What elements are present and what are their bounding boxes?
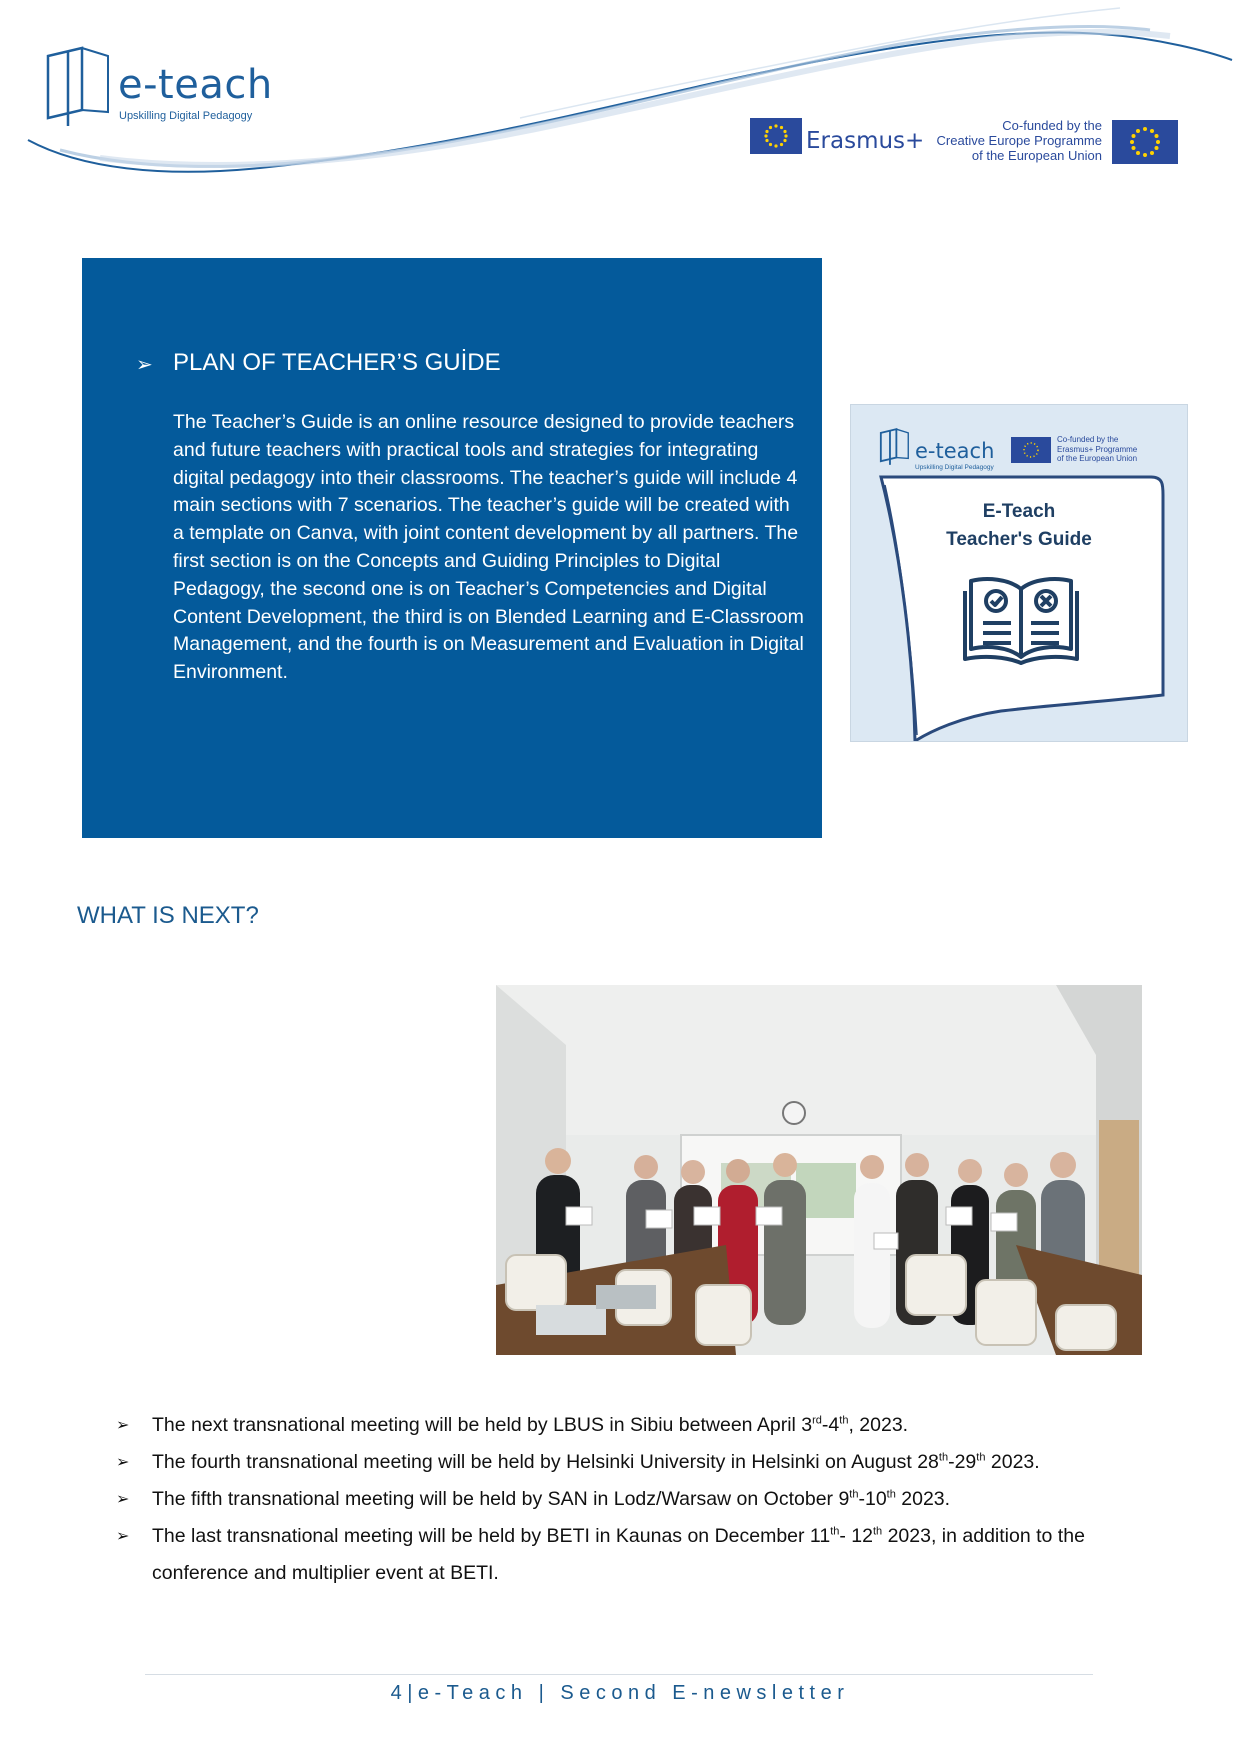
teachers-guide-cover	[850, 404, 1188, 742]
section-heading: WHAT IS NEXT?	[77, 902, 259, 929]
cofund-text	[930, 118, 1102, 163]
eu-flag-icon	[1112, 120, 1178, 164]
erasmus-label: Erasmus+	[806, 128, 925, 154]
ordinal-suffix: th	[872, 1525, 883, 1538]
meeting-group-photo	[496, 985, 1142, 1355]
cover-cofund-text	[1057, 435, 1177, 464]
item-text: The fourth transnational meeting will be held by Helsinki University in Helsinki on August 28	[152, 1451, 939, 1473]
ordinal-suffix: th	[976, 1451, 986, 1464]
eu-flag-icon	[1011, 437, 1051, 463]
cover-cofund-line: of the European Union	[1057, 454, 1138, 463]
eu-flag-icon	[750, 118, 802, 154]
ordinal-suffix: th	[849, 1488, 859, 1501]
cover-title-line2: Teacher's Guide	[946, 529, 1092, 550]
cover-title-line1: E-Teach	[982, 501, 1056, 522]
next-meetings-list	[112, 1407, 1172, 1592]
ordinal-suffix: rd	[812, 1414, 822, 1427]
item-text: - 12	[839, 1525, 873, 1547]
item-text: -29	[948, 1451, 977, 1473]
arrow-bullet-icon: ➢	[116, 1528, 130, 1545]
arrow-bullet-icon: ➢	[116, 1491, 130, 1508]
item-text: The fifth transnational meeting will be held by SAN in Lodz/Warsaw on October 9	[152, 1488, 850, 1510]
footer-divider	[145, 1674, 1093, 1675]
logo-name: e-teach	[118, 62, 273, 108]
cover-cofund-line: Co-funded by the	[1057, 435, 1119, 444]
ordinal-suffix: th	[839, 1414, 849, 1427]
item-text: 2023.	[895, 1488, 951, 1510]
list-item	[112, 1518, 1172, 1592]
eteach-logo-icon	[44, 46, 114, 128]
footer-text: 4|e-Teach | Second E-newsletter	[390, 1682, 850, 1704]
eteach-logo-icon	[879, 427, 911, 467]
item-text: The next transnational meeting will be held by LBUS in Sibiu between April 3	[152, 1414, 813, 1436]
arrow-bullet-icon: ➢	[116, 1417, 130, 1434]
cover-logo-tagline: Upskilling Digital Pedagogy	[915, 464, 994, 471]
cover-cofund-line: Erasmus+ Programme	[1057, 444, 1138, 454]
logo-tagline: Upskilling Digital Pedagogy	[119, 110, 253, 122]
open-book-icon	[961, 571, 1081, 667]
arrow-bullet-icon: ➢	[116, 1454, 130, 1471]
item-text: -4	[821, 1414, 840, 1436]
item-text: , 2023.	[848, 1414, 909, 1436]
item-text: 2023.	[985, 1451, 1040, 1473]
item-text: -10	[858, 1488, 887, 1510]
ordinal-suffix: th	[938, 1451, 949, 1464]
arrow-bullet-icon: ➢	[136, 354, 153, 376]
item-text: 2023, in addition to the conference and multiplier event at BETI.	[152, 1525, 1085, 1584]
list-item	[112, 1481, 1172, 1518]
ordinal-suffix: th	[886, 1488, 896, 1501]
list-item	[112, 1444, 1172, 1481]
item-text: The last transnational meeting will be held by BETI in Kaunas on December 11	[152, 1525, 831, 1547]
list-item	[112, 1407, 1172, 1444]
cofund-line: Co-funded by the	[1002, 118, 1102, 133]
ordinal-suffix: th	[830, 1525, 840, 1538]
plan-heading: PLAN OF TEACHER’S GUİDE	[173, 349, 501, 376]
cofund-line: of the European Union	[971, 148, 1102, 163]
cover-logo-name: e-teach	[915, 439, 995, 463]
cofund-line: Creative Europe Programme	[936, 133, 1102, 148]
plan-body: The Teacher’s Guide is an online resource designed to provide teachers and future teachers with practical tools and strategies for integrating digital pedagogy into their classrooms. The teacher’s guide will include 4 main sections with 7 scenarios. The teacher’s guide will be created with a template on Canva, with joint content development by all partners. The first section is on the Concepts and Guiding Principles to Digital Pedagogy, the second one is on Teacher’s Competencies and Digital Content Development, the third is on Blended Learning and E-Classroom Management, and the fourth is on Measurement and Evaluation in Digital Environment.	[173, 411, 804, 684]
